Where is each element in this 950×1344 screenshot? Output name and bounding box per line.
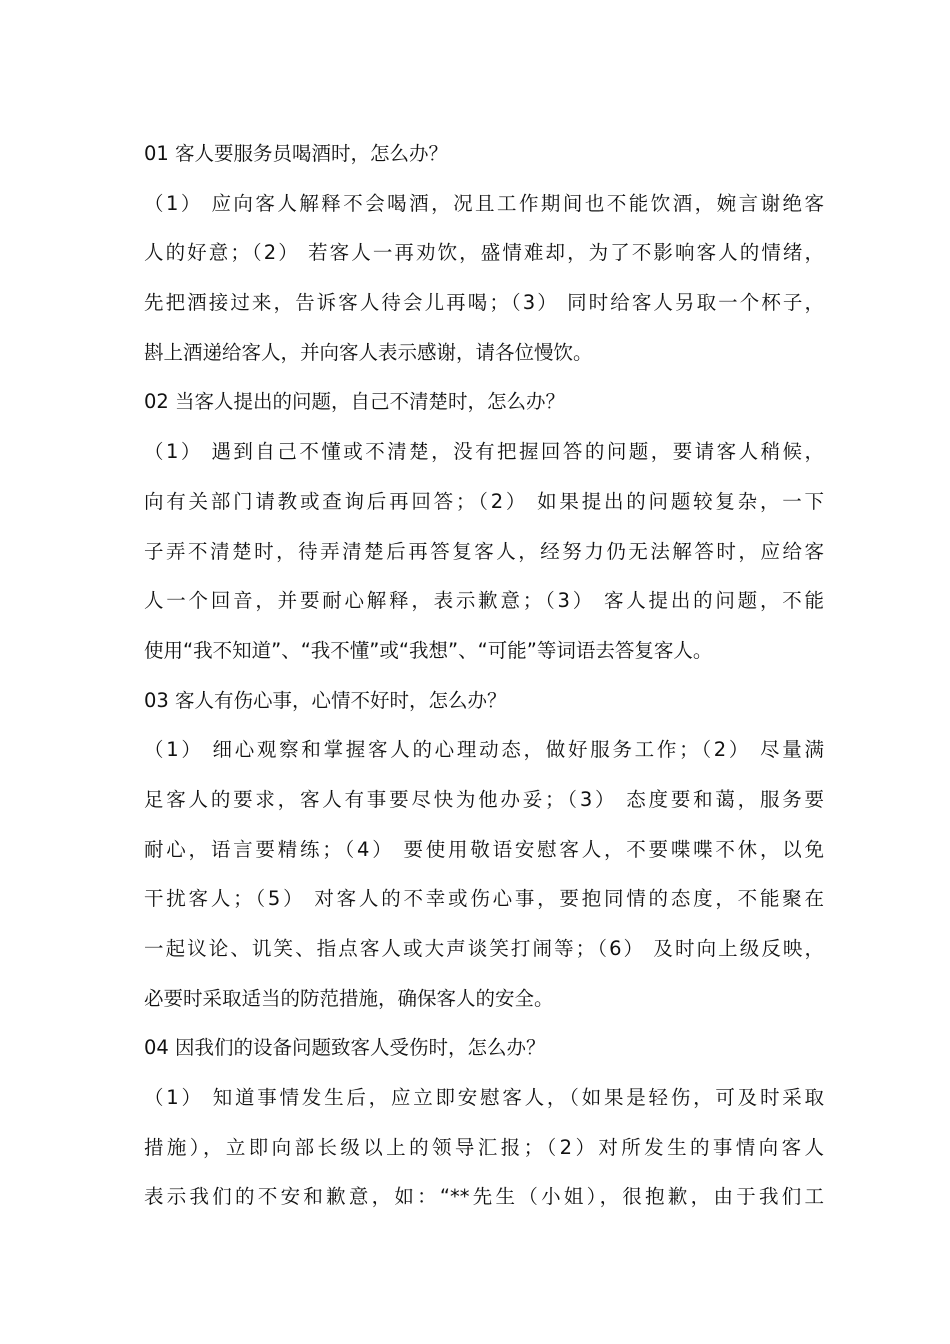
- paragraph-line: 表示我们的不安和歉意，如：“**先生（小姐），很抱歉，由于我们工: [144, 1185, 824, 1209]
- section-heading-04: 04 因我们的设备问题致客人受伤时，怎么办？: [144, 1036, 546, 1060]
- paragraph-line: 一起议论、讥笑、指点客人或大声谈笑打闹等；（6） 及时向上级反映，: [144, 937, 824, 960]
- section-heading-03: 03 客人有伤心事，心情不好时，怎么办？: [144, 688, 507, 712]
- paragraph-line: 人的好意；（2） 若客人一再劝饮，盛情难却，为了不影响客人的情绪，: [144, 241, 824, 265]
- paragraph-line: （1） 应向客人解释不会喝酒，况且工作期间也不能饮酒，婉言谢绝客: [144, 191, 824, 215]
- paragraph-line: 向有关部门请教或查询后再回答；（2） 如果提出的问题较复杂，一下: [144, 489, 824, 513]
- section-heading-02: 02 当客人提出的问题，自己不清楚时，怎么办？: [144, 390, 566, 414]
- paragraph-line: 使用“我不知道”、“我不懂”或“我想”、“可能”等词语去答复客人。: [144, 638, 713, 662]
- paragraph-line: 干扰客人；（5） 对客人的不幸或伤心事，要抱同情的态度，不能聚在: [144, 887, 824, 911]
- paragraph-line: （1） 细心观察和掌握客人的心理动态，做好服务工作；（2） 尽量满: [144, 738, 824, 762]
- paragraph-line: 足客人的要求，客人有事要尽快为他办妥；（3） 态度要和蔼，服务要: [144, 787, 824, 811]
- paragraph-line: 人一个回音，并要耐心解释，表示歉意；（3） 客人提出的问题，不能: [144, 589, 824, 613]
- paragraph-line: （1） 遇到自己不懂或不清楚，没有把握回答的问题，要请客人稍候，: [144, 440, 824, 464]
- paragraph-line: 耐心，语言要精练；（4） 要使用敬语安慰客人，不要喋喋不休，以免: [144, 837, 824, 861]
- paragraph-line: （1） 知道事情发生后，应立即安慰客人，（如果是轻伤，可及时采取: [144, 1086, 824, 1110]
- paragraph-line: 先把酒接过来，告诉客人待会儿再喝；（3） 同时给客人另取一个杯子，: [144, 291, 824, 315]
- paragraph-line: 必要时采取适当的防范措施，确保客人的安全。: [144, 986, 554, 1010]
- document-body: [144, 129, 824, 1222]
- section-heading-01: 01 客人要服务员喝酒时，怎么办？: [144, 142, 449, 165]
- paragraph-line: 措施），立即向部长级以上的领导汇报；（2）对所发生的事情向客人: [144, 1135, 824, 1159]
- paragraph-line: 斟上酒递给客人，并向客人表示感谢，请各位慢饮。: [144, 340, 593, 364]
- paragraph-line: 子弄不清楚时，待弄清楚后再答复客人，经努力仍无法解答时，应给客: [144, 539, 824, 563]
